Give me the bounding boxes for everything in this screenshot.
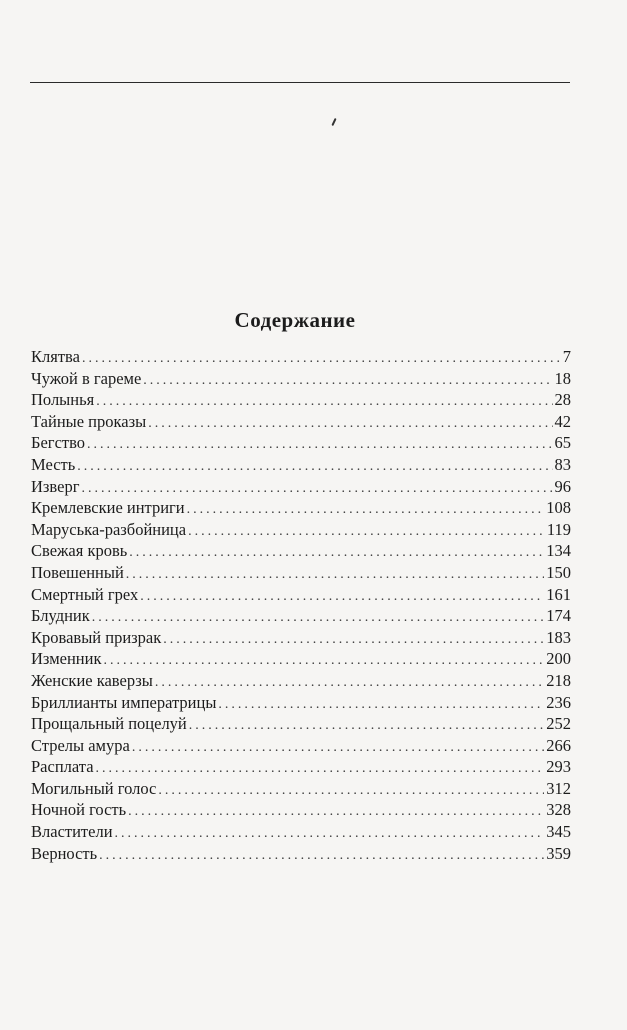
toc-dot-leader (189, 715, 544, 737)
toc-entry-page: 42 (554, 411, 571, 431)
toc-entry (31, 648, 571, 670)
toc-entry (31, 670, 571, 692)
toc-entry-title: Верность (31, 843, 98, 863)
toc-entry-title: Властители (31, 822, 113, 842)
toc-entry (31, 346, 571, 368)
toc-entry-page: 266 (546, 735, 571, 755)
toc-dot-leader (81, 478, 552, 500)
toc-entry-page: 174 (546, 606, 571, 626)
toc-entry (31, 627, 571, 649)
toc-entry (31, 584, 571, 606)
toc-entry-page: 293 (546, 757, 571, 777)
toc-entry-page: 236 (546, 692, 571, 712)
toc-entry-title: Прощальный поцелуй (31, 714, 187, 734)
ink-speck (331, 118, 336, 126)
toc-entry-title: Месть (31, 454, 76, 474)
toc-dot-leader (77, 456, 552, 478)
toc-entry-title: Стрелы амура (31, 735, 130, 755)
toc-entry-page: 183 (546, 627, 571, 647)
toc-entry-title: Могильный голос (31, 778, 157, 798)
toc-dot-leader (140, 586, 544, 608)
toc-entry-page: 200 (546, 649, 571, 669)
toc-entry (31, 821, 571, 843)
toc-entry-title: Повешенный (31, 562, 124, 582)
toc-entry-title: Клятва (31, 347, 80, 366)
toc-entry (31, 368, 571, 390)
toc-entry-title: Бегство (31, 433, 86, 453)
toc-entry (31, 497, 571, 519)
toc-entry-title: Кремлевские интриги (31, 498, 185, 518)
toc-entry-page: 108 (546, 498, 571, 518)
toc-entry-page: 7 (562, 347, 571, 366)
toc-entry-page: 345 (546, 822, 571, 842)
toc-entry-title: Блудник (31, 606, 90, 626)
toc-entry (31, 519, 571, 541)
toc-dot-leader (148, 413, 552, 435)
toc-entry-title: Полынья (31, 390, 95, 410)
toc-entry (31, 432, 571, 454)
toc-dot-leader (103, 650, 544, 672)
toc-entry-page: 359 (546, 843, 571, 863)
toc-entry-page: 119 (546, 519, 571, 539)
toc-entry (31, 389, 571, 411)
toc-entry (31, 605, 571, 627)
toc-entry (31, 735, 571, 757)
toc-entry-title: Свежая кровь (31, 541, 128, 561)
toc-entry (31, 713, 571, 735)
toc-entry (31, 540, 571, 562)
toc-dot-leader (126, 564, 544, 586)
toc-dot-leader (99, 845, 544, 867)
toc-heading: Содержание (234, 308, 356, 332)
toc-entry (31, 843, 571, 865)
toc-dot-leader (129, 542, 544, 564)
toc-entry-page: 252 (546, 714, 571, 734)
toc-entry-page: 28 (554, 390, 571, 410)
toc-dot-leader (115, 823, 545, 845)
toc-dot-leader (96, 391, 552, 413)
toc-entry-title: Смертный грех (31, 584, 139, 604)
toc-entry (31, 692, 571, 714)
toc-entry-title: Бриллианты императрицы (31, 692, 217, 712)
toc-dot-leader (132, 737, 544, 759)
toc-entry-page: 312 (546, 778, 571, 798)
toc-entry-title: Маруська-разбойница (31, 519, 187, 539)
toc-entry (31, 476, 571, 498)
toc-entry-title: Женские каверзы (31, 670, 153, 690)
toc-dot-leader (155, 672, 544, 694)
toc-entry-page: 83 (554, 454, 571, 474)
toc-entry-page: 65 (554, 433, 571, 453)
toc-entry (31, 454, 571, 476)
toc-dot-leader (82, 348, 561, 370)
toc-entry (31, 756, 571, 778)
toc-dot-leader (163, 629, 544, 651)
toc-dot-leader (128, 801, 544, 823)
toc-entry (31, 562, 571, 584)
toc-entry-page: 96 (554, 476, 571, 496)
toc-dot-leader (187, 499, 545, 521)
toc-entry-page: 218 (546, 670, 571, 690)
toc-entry-title: Тайные проказы (31, 411, 147, 431)
toc-entry-title: Чужой в гареме (31, 368, 142, 388)
toc-entry-page: 161 (546, 584, 571, 604)
toc-entry-title: Ночной гость (31, 800, 127, 820)
toc-entry-page: 134 (546, 541, 571, 561)
top-rule (30, 82, 570, 83)
toc-entry (31, 799, 571, 821)
toc-dot-leader (96, 758, 545, 780)
toc-dot-leader (188, 521, 545, 543)
toc-entry-page: 150 (546, 562, 571, 582)
toc-entry (31, 778, 571, 800)
toc-dot-leader (143, 370, 552, 392)
toc-dot-leader (87, 434, 552, 456)
toc-entry-page: 328 (546, 800, 571, 820)
toc-entry-page: 18 (554, 368, 571, 388)
toc-entry-title: Изверг (31, 476, 80, 496)
toc-dot-leader (158, 780, 544, 802)
table-of-contents (31, 346, 571, 864)
toc-entry-title: Расплата (31, 757, 94, 777)
toc-dot-leader (92, 607, 544, 629)
toc-dot-leader (218, 694, 544, 716)
toc-entry-title: Изменник (31, 649, 102, 669)
toc-entry (31, 411, 571, 433)
toc-entry-title: Кровавый призрак (31, 627, 162, 647)
